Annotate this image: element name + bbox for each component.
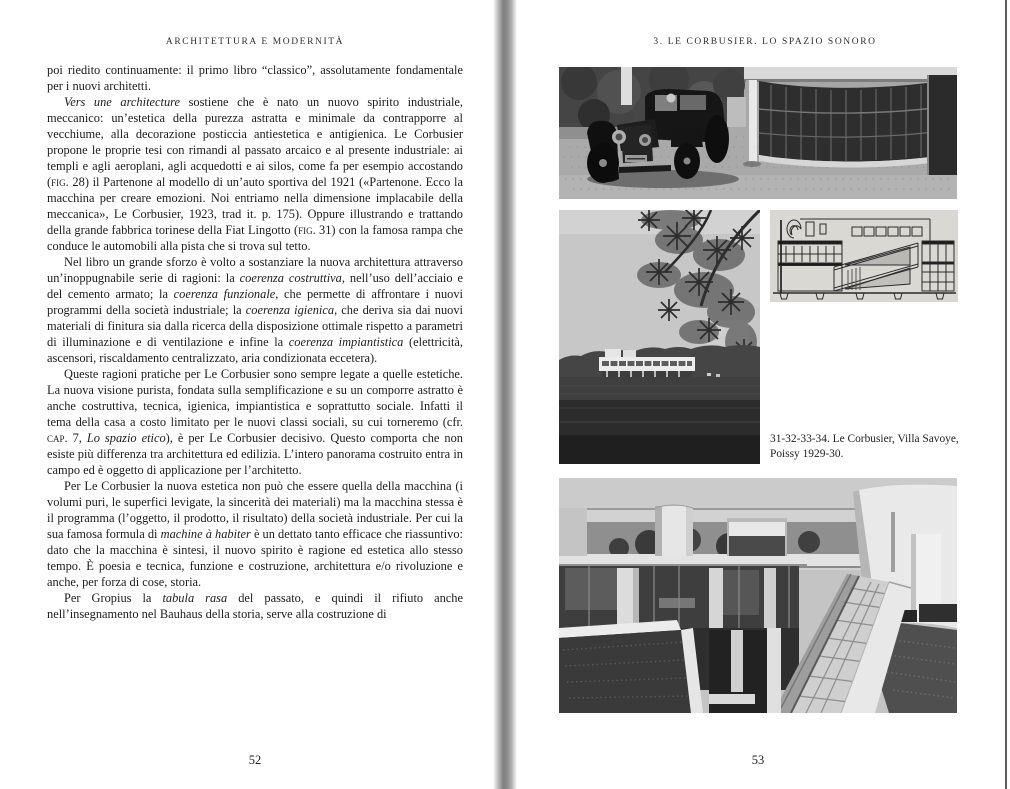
- page-number-left: 52: [248, 753, 262, 767]
- paragraph: Per Gropius la tabula rasa del passato, e quindi il rifiuto anche nell’insegnamento nel Bauhaus della storia, serve alla costruzione di: [47, 591, 463, 621]
- figure-terrace-photo: [559, 478, 957, 713]
- page-edge: [1005, 0, 1007, 789]
- planter-box: [559, 620, 703, 713]
- running-head-right: 3. LE CORBUSIER. LO SPAZIO SONORO: [653, 37, 877, 47]
- paragraph: Vers une architecture sostiene che è nato un nuovo spirito industriale, meccanico: un’estetica della purezza astratta e minimale da contrapporre al vecchiume, alla decorazione posticcia antiestetica e antigienica. Le Corbusier propone le proprie tesi con rimandi al passato arcaico e al presente industriale: ai templi e agli aeroplani, agli acquedotti e ai silos, come fa per esempio accostando (fig. 28) il Partenone al modello di un’auto sportiva del 1921 («Partenone. Ecco la macchina per creare emozioni. Noi entriamo nella dimensione implacabile della meccanica», Le Corbusier, 1923, trad it. p. 175). Oppure illustrando e trattando della grande fabbrica torinese della Fiat Lingotto (fig. 31) con la famosa rampa che conduce le automobili alla pista che si trova sul tetto.: [47, 95, 463, 253]
- book-gutter: [493, 0, 517, 789]
- figure-caption: 31-32-33-34. Le Corbusier, Villa Savoye, Poissy 1929-30.: [770, 433, 959, 460]
- terrace-photo-illustration: [559, 478, 957, 713]
- paragraph: Queste ragioni pratiche per Le Corbusier sono sempre legate a quelle estetiche. La nuova visione purista, fondata sulla semplificazione e su un comporre astratto è anche costruttiva, tecnica, igienica, impiantistica e soprattutto sociale. Infatti il tema della casa a costo limitato per le nuovi classi sociali, su cui torneremo (cfr. cap. 7, Lo spazio etico), è per Le Corbusier decisivo. Questo comporta che non esiste più differenza tra architettura ed edilizia. L’intero panorama costruito entra in campo ed è oggetto di applicazione per l’architetto.: [47, 367, 463, 477]
- landscape-photo-illustration: [559, 210, 760, 464]
- paragraph: poi riedito continuamente: il primo libro “classico”, assolutamente fondamentale per i nuovi architetti.: [47, 63, 463, 93]
- body-text: [47, 62, 463, 622]
- car-photo-illustration: [559, 67, 957, 199]
- meadow: [559, 377, 760, 464]
- figure-landscape-photo: [559, 210, 760, 464]
- paragraph: Per Le Corbusier la nuova estetica non può che essere quella della macchina (i volumi puri, le superfici levigate, la sincerità dei materiali) ma la macchina stessa è il programma (l’oggetto, il prodotto, il risultato) della società industriale. Per cui la sua famosa formula di machine à habiter è un dettato tanto efficace che riassuntivo: dato che la macchina è sintesi, il nuovo spirito è ragione ed estetica allo stesso tempo. È poesia e tecnica, funzione e costruzione, architettura e/o rivoluzione e anche, per forza di cose, storia.: [47, 479, 463, 589]
- figure-car-photo: [559, 67, 957, 199]
- piloti-left: [621, 67, 632, 105]
- terrace-doorway: [709, 628, 781, 713]
- page-number-right: 53: [751, 753, 765, 767]
- figure-section-drawing: [770, 210, 958, 302]
- running-head-left: ARCHITETTURA E MODERNITÀ: [165, 37, 345, 47]
- section-drawing-illustration: [770, 210, 958, 302]
- dark-wall-panel: [927, 75, 957, 175]
- paragraph: Nel libro un grande sforzo è volto a sostanziare la nuova architettura attraverso un’inoppugnabile serie di ragioni: la coerenza costruttiva, nell’uso dell’acciaio e del cemento armato; la coerenza funzionale, che permette di affrontare i nuovi programmi della società industriale; la coerenza igienica, che deriva sia dai nuovi materiali di finitura sia dalla ricerca della disposizione ottimale rispetto a parametri di illuminazione e di ventilazione e infine la coerenza impiantistica (elettricità, ascensori, riscaldamento centralizzato, aria condizionata eccetera).: [47, 255, 463, 365]
